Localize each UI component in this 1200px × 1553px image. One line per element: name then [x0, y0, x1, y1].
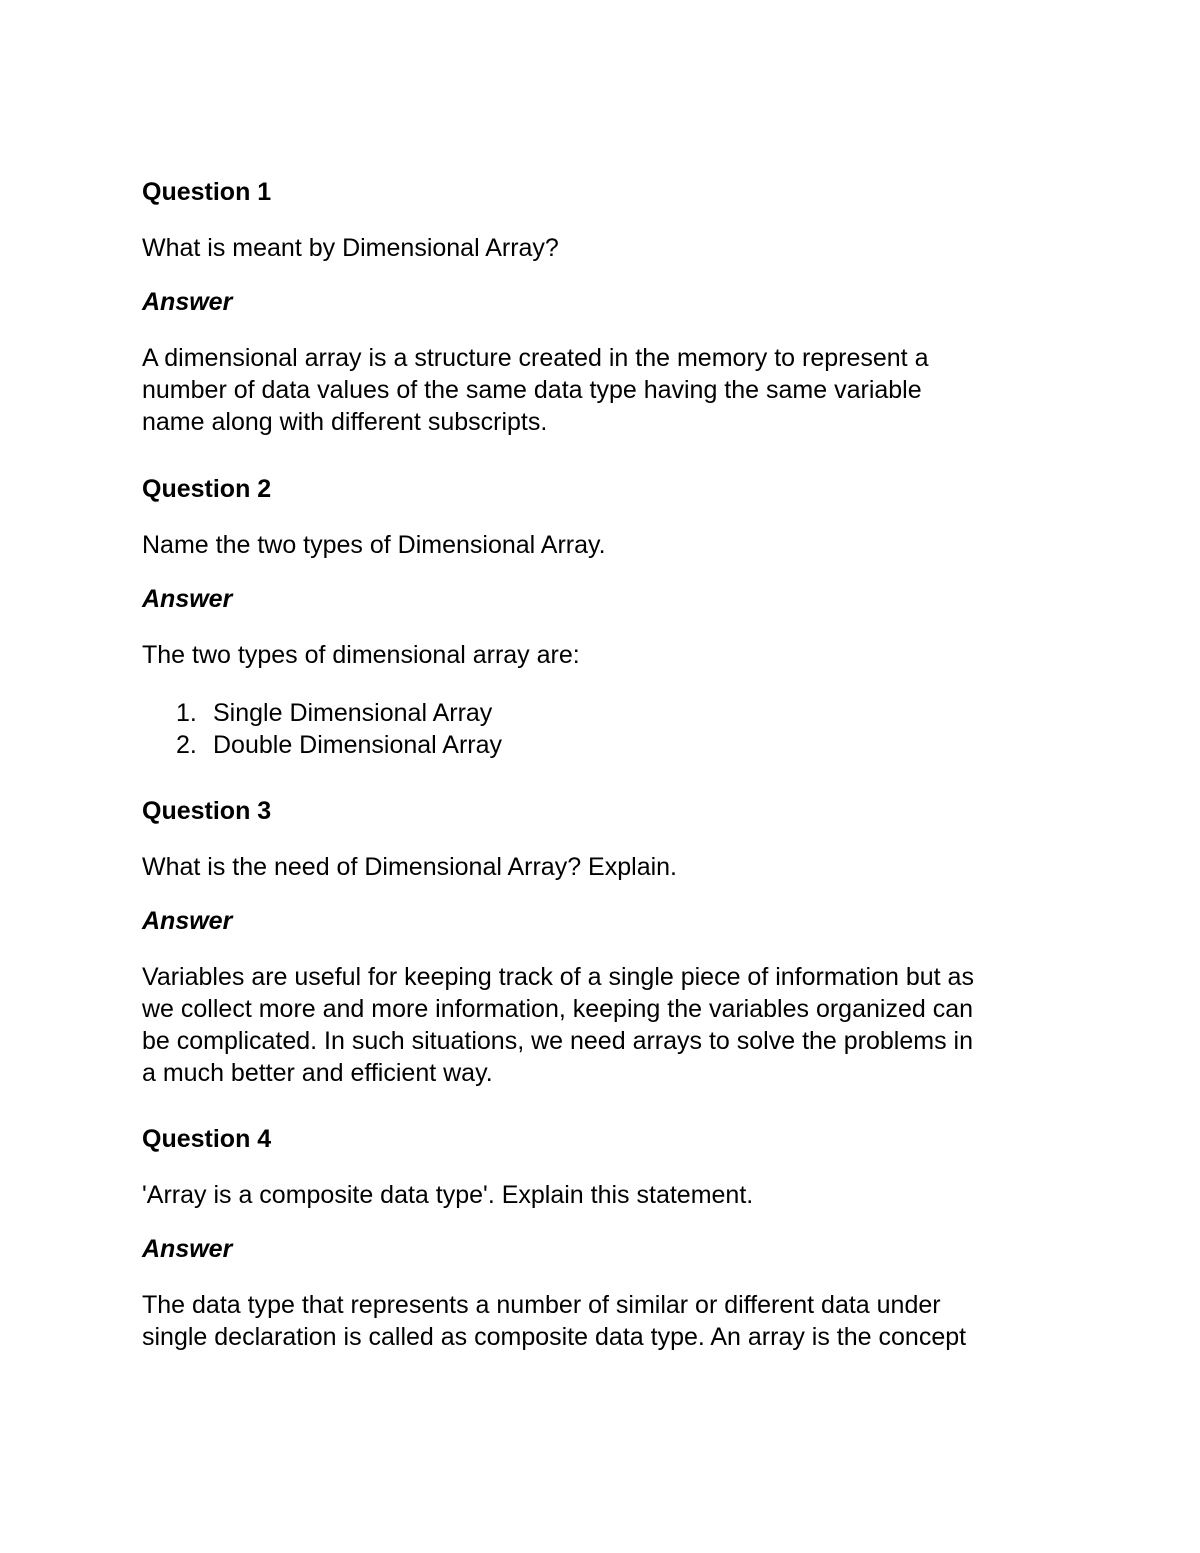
question-3-answer-label: Answer: [142, 907, 233, 935]
question-3-text: What is the need of Dimensional Array? Explain.: [142, 853, 677, 881]
question-2-text: Name the two types of Dimensional Array.: [142, 531, 606, 559]
question-1-answer-label: Answer: [142, 288, 233, 316]
question-1-heading: Question 1: [142, 178, 272, 206]
question-3-heading: Question 3: [142, 797, 272, 825]
answer-4-line-2: single declaration is called as composite data type. An array is the concept: [142, 1323, 967, 1351]
list-item-2-text: Double Dimensional Array: [213, 731, 503, 759]
answer-1-line-2: number of data values of the same data type having the same variable: [142, 376, 922, 404]
question-4-text: 'Array is a composite data type'. Explain this statement.: [142, 1181, 754, 1209]
answer-3-line-2: we collect more and more information, keeping the variables organized can: [142, 995, 974, 1023]
answer-3-line-4: a much better and efficient way.: [142, 1059, 493, 1087]
question-4-heading: Question 4: [142, 1125, 272, 1153]
question-4-answer-label: Answer: [142, 1235, 233, 1263]
answer-3-line-1: Variables are useful for keeping track of a single piece of information but as: [142, 963, 974, 991]
list-item-1-number: 1.: [176, 699, 197, 727]
answer-3-line-3: be complicated. In such situations, we need arrays to solve the problems in: [142, 1027, 973, 1055]
answer-1-line-3: name along with different subscripts.: [142, 408, 548, 436]
question-1-text: What is meant by Dimensional Array?: [142, 234, 559, 262]
answer-2-line-1: The two types of dimensional array are:: [142, 641, 580, 669]
question-2-heading: Question 2: [142, 475, 272, 503]
list-item-2-number: 2.: [176, 731, 197, 759]
list-item-1-text: Single Dimensional Array: [213, 699, 493, 727]
question-2-answer-label: Answer: [142, 585, 233, 613]
answer-4-line-1: The data type that represents a number of similar or different data under: [142, 1291, 941, 1319]
answer-1-line-1: A dimensional array is a structure created in the memory to represent a: [142, 344, 929, 372]
